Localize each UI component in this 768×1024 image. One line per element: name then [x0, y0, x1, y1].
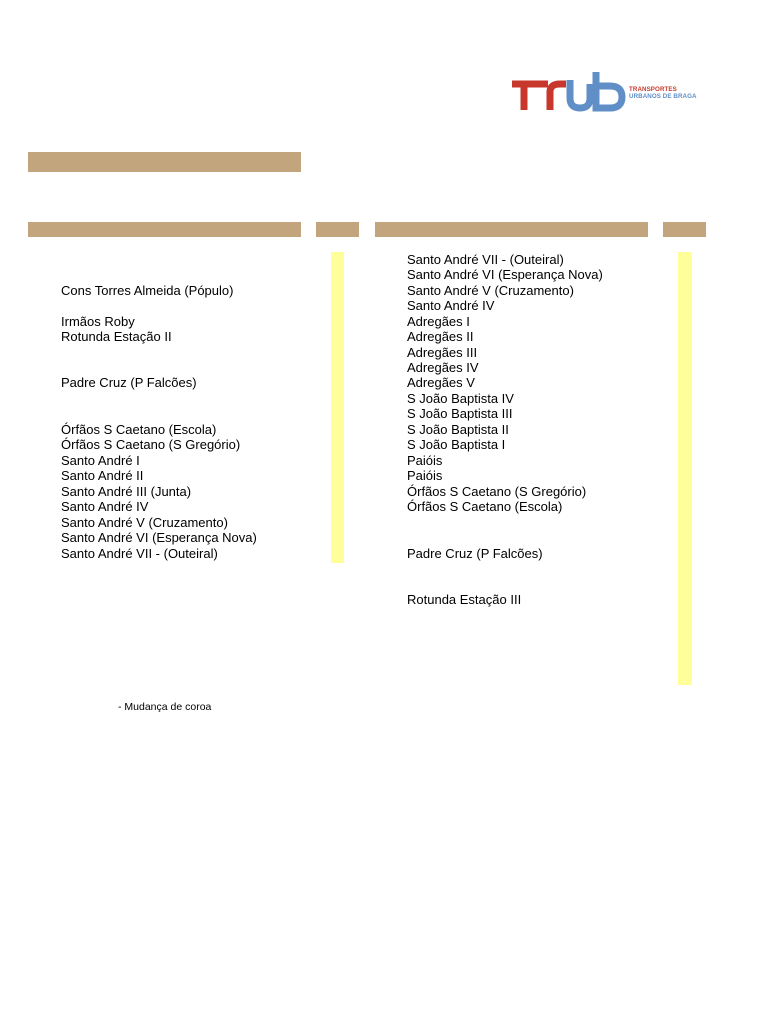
- logo-caption-line1: TRANSPORTES: [629, 86, 677, 93]
- right-stop: S João Baptista III: [407, 406, 513, 421]
- left-stop: Santo André VI (Esperança Nova): [61, 530, 257, 545]
- left-stop: Santo André II: [61, 468, 144, 483]
- right-stop: Santo André VII - (Outeiral): [407, 252, 564, 267]
- right-stop: Paióis: [407, 468, 443, 483]
- right-stop: Adregães III: [407, 345, 478, 360]
- right-stop: Adregães I: [407, 314, 470, 329]
- left-stop: Santo André I: [61, 453, 140, 468]
- right-stop: Santo André V (Cruzamento): [407, 283, 574, 298]
- left-times-header-bar: [316, 222, 359, 237]
- left-time-column: [331, 252, 344, 563]
- right-stop: S João Baptista IV: [407, 391, 514, 406]
- right-stop: Adregães V: [407, 375, 475, 390]
- left-stop: Santo André III (Junta): [61, 484, 192, 499]
- right-time-column: [678, 252, 692, 685]
- left-stop: Órfãos S Caetano (Escola): [61, 422, 217, 437]
- right-stops-header-bar: [375, 222, 648, 237]
- right-stop: S João Baptista I: [407, 437, 506, 452]
- tub-wordmark-icon: [510, 70, 630, 112]
- right-stop: S João Baptista II: [407, 422, 509, 437]
- right-stop: Rotunda Estação III: [407, 592, 522, 607]
- crown-change-note: - Mudança de coroa: [118, 701, 212, 713]
- right-stop: Adregães IV: [407, 360, 479, 375]
- left-stop: Santo André V (Cruzamento): [61, 515, 228, 530]
- left-stop: Órfãos S Caetano (S Gregório): [61, 437, 241, 452]
- left-stops-header-bar: [28, 222, 301, 237]
- right-stop: Órfãos S Caetano (Escola): [407, 499, 563, 514]
- left-stop: Padre Cruz (P Falcões): [61, 375, 197, 390]
- left-stop: Santo André IV: [61, 499, 149, 514]
- title-bar: [28, 152, 301, 172]
- right-stop: Paióis: [407, 453, 443, 468]
- left-stop: Rotunda Estação II: [61, 329, 172, 344]
- logo-caption: [629, 86, 697, 100]
- right-stop: Santo André IV: [407, 298, 495, 313]
- left-stop: Irmãos Roby: [61, 314, 135, 329]
- right-times-header-bar: [663, 222, 706, 237]
- right-stop: Santo André VI (Esperança Nova): [407, 267, 603, 282]
- left-stop: Cons Torres Almeida (Pópulo): [61, 283, 234, 298]
- right-stop: Órfãos S Caetano (S Gregório): [407, 484, 587, 499]
- logo-caption-line2: URBANOS DE BRAGA: [629, 93, 697, 100]
- left-stop: Santo André VII - (Outeiral): [61, 546, 218, 561]
- right-stop: Adregães II: [407, 329, 474, 344]
- right-stop: Padre Cruz (P Falcões): [407, 546, 543, 561]
